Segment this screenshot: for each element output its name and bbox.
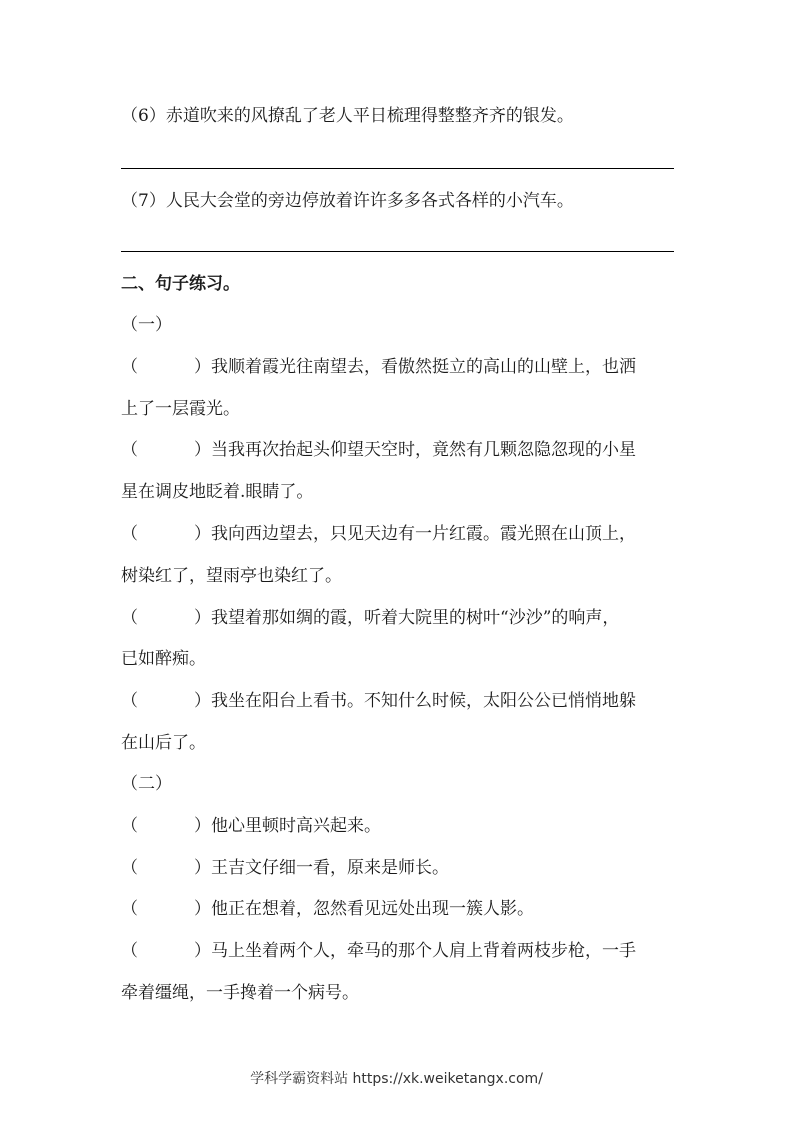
open-paren: （	[121, 941, 138, 961]
open-paren: （	[121, 816, 138, 836]
open-paren: （	[121, 691, 138, 711]
close-paren: ）	[194, 816, 211, 836]
sentence-text: 他正在想着，忽然看见远处出现一簇人影。	[211, 899, 534, 919]
group-2-item-4	[121, 939, 674, 963]
sentence-text: 当我再次抬起头仰望天空时，竟然有几颗忽隐忽现的小星	[211, 440, 636, 460]
sentence-text: 王吉文仔细一看，原来是师长。	[211, 858, 449, 878]
close-paren: ）	[194, 899, 211, 919]
group-1-item-1	[121, 355, 674, 379]
group-1-item-3	[121, 522, 674, 546]
close-paren: ）	[194, 608, 211, 628]
open-paren: （	[121, 858, 138, 878]
open-paren: （	[121, 608, 138, 628]
close-paren: ）	[194, 691, 211, 711]
group-2-item-1	[121, 814, 674, 838]
open-paren: （	[121, 524, 138, 544]
close-paren: ）	[194, 858, 211, 878]
sentence-text: 我顺着霞光往南望去，看傲然挺立的高山的山壁上，也洒	[211, 357, 636, 377]
group-2-label: （二）	[121, 774, 172, 794]
group-1-label: （一）	[121, 315, 172, 335]
group-2-item-2	[121, 856, 674, 880]
section-heading: 二、句子练习。	[121, 274, 240, 294]
open-paren: （	[121, 899, 138, 919]
close-paren: ）	[194, 941, 211, 961]
group-1-item-1-continued: 上了一层霞光。	[121, 399, 240, 419]
sentence-7: （7）人民大会堂的旁边停放着许许多多各式各样的小汽车。	[121, 191, 574, 211]
sentence-text: 我坐在阳台上看书。不知什么时候，太阳公公已悄悄地躲	[211, 691, 636, 711]
close-paren: ）	[194, 440, 211, 460]
close-paren: ）	[194, 524, 211, 544]
group-2-item-4-continued: 牵着缰绳，一手搀着一个病号。	[121, 983, 359, 1003]
group-1-item-4-continued: 已如醉痴。	[121, 649, 206, 669]
sentence-text: 马上坐着两个人，牵马的那个人肩上背着两枝步枪，一手	[211, 941, 636, 961]
page-footer: 学科学霸资料站 https://xk.weiketangx.com/	[250, 1071, 543, 1087]
open-paren: （	[121, 357, 138, 377]
sentence-text: 他心里顿时高兴起来。	[211, 816, 381, 836]
group-1-item-2-continued: 星在调皮地眨着.眼睛了。	[121, 482, 314, 502]
group-1-item-3-continued: 树染红了，望雨亭也染红了。	[121, 566, 342, 586]
group-2-item-3	[121, 897, 674, 921]
sentence-text: 我望着那如绸的霞，听着大院里的树叶“沙沙”的响声，	[211, 608, 620, 628]
sentence-6: （6）赤道吹来的风撩乱了老人平日梳理得整整齐齐的银发。	[121, 106, 574, 126]
sentence-text: 我向西边望去，只见天边有一片红霞。霞光照在山顶上，	[211, 524, 636, 544]
group-1-item-5	[121, 689, 674, 713]
answer-line-7	[121, 251, 674, 252]
open-paren: （	[121, 440, 138, 460]
close-paren: ）	[194, 357, 211, 377]
group-1-item-5-continued: 在山后了。	[121, 733, 206, 753]
answer-line-6	[121, 168, 674, 169]
group-1-item-4	[121, 606, 674, 630]
group-1-item-2	[121, 438, 674, 462]
